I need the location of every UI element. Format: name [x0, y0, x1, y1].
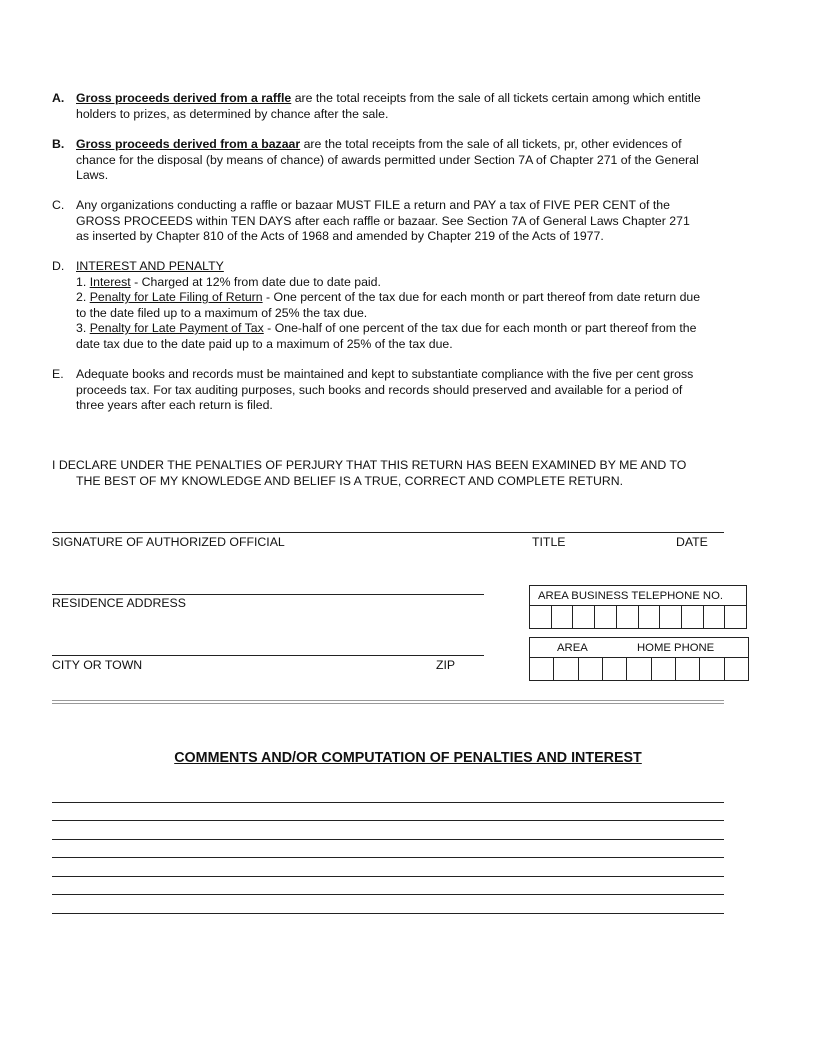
phone-digit-cell[interactable] [652, 658, 676, 680]
phone-digit-cell[interactable] [700, 658, 724, 680]
item-d-s3-term: Penalty for Late Payment of Tax [89, 321, 264, 335]
date-label: DATE [676, 535, 708, 549]
item-b-text1: are the total receipts from the sale of all tickets, pr, other evidences of [300, 137, 682, 151]
item-a-term: Gross proceeds derived from a raffle [76, 91, 292, 105]
item-d-s1-text: - Charged at 12% from date due to date paid. [130, 274, 381, 289]
signature-label: SIGNATURE OF AUTHORIZED OFFICIAL [52, 535, 285, 549]
phone-digit-cell[interactable] [682, 606, 704, 628]
phone-digit-cell[interactable] [554, 658, 578, 680]
phone-digit-cell[interactable] [639, 606, 661, 628]
home-phone-cells[interactable] [530, 657, 748, 680]
item-b-text3: Laws. [76, 168, 109, 182]
signature-line[interactable] [52, 532, 724, 533]
item-d-heading: INTEREST AND PENALTY [76, 259, 224, 273]
item-c-letter: C. [52, 198, 65, 212]
comment-line[interactable] [52, 839, 724, 840]
item-d-s3-num: 3. [76, 321, 90, 335]
business-phone-header: AREA BUSINESS TELEPHONE NO. [538, 590, 723, 602]
item-b-letter: B. [52, 137, 65, 151]
phone-digit-cell[interactable] [603, 658, 627, 680]
item-c-text1: Any organizations conducting a raffle or bazaar MUST FILE a return and PAY a tax of FIVE PER CENT of the [76, 198, 670, 212]
item-b-term: Gross proceeds derived from a bazaar [76, 137, 301, 151]
item-d-s2-num: 2. [76, 290, 90, 304]
item-d-s1-num: 1. [76, 274, 90, 289]
phone-digit-cell[interactable] [530, 606, 552, 628]
phone-digit-cell[interactable] [704, 606, 726, 628]
phone-digit-cell[interactable] [552, 606, 574, 628]
home-phone-label: HOME PHONE [637, 642, 715, 654]
item-c-text2: GROSS PROCEEDS within TEN DAYS after each raffle or bazaar. See Section 7A of General Laws Chapter 271 [76, 213, 690, 228]
item-d-s1-term: Interest [89, 274, 131, 289]
comment-line[interactable] [52, 820, 724, 821]
title-label: TITLE [532, 535, 566, 549]
item-a-text2: holders to prizes, as determined by chance after the sale. [76, 106, 389, 121]
perjury-declaration [52, 458, 772, 489]
item-d [52, 259, 762, 352]
comment-line[interactable] [52, 876, 724, 877]
item-e [52, 367, 762, 414]
comment-line[interactable] [52, 857, 724, 858]
item-d-letter: D. [52, 259, 65, 273]
comment-line[interactable] [52, 894, 724, 895]
item-d-s3-text1: - One-half of one percent of the tax due for each month or part thereof from the [263, 321, 697, 335]
item-e-letter: E. [52, 367, 64, 381]
phone-digit-cell[interactable] [579, 658, 603, 680]
declaration-line-1: I DECLARE UNDER THE PENALTIES OF PERJURY THAT THIS RETURN HAS BEEN EXAMINED BY ME AND TO [52, 458, 687, 472]
phone-digit-cell[interactable] [595, 606, 617, 628]
item-c [52, 198, 762, 245]
section-divider [52, 700, 724, 704]
business-phone-box[interactable] [529, 585, 747, 629]
phone-digit-cell[interactable] [725, 606, 746, 628]
business-phone-cells[interactable] [530, 605, 746, 628]
home-phone-box[interactable] [529, 637, 749, 681]
item-d-s3-text2: date tax due to the date paid up to a maximum of 25% of the tax due. [76, 336, 453, 351]
city-town-line[interactable] [52, 655, 484, 656]
phone-digit-cell[interactable] [530, 658, 554, 680]
phone-digit-cell[interactable] [660, 606, 682, 628]
phone-digit-cell[interactable] [617, 606, 639, 628]
comment-line[interactable] [52, 913, 724, 914]
item-e-text2: proceeds tax. For tax auditing purposes, such books and records should preserved and available for a period of [76, 382, 683, 397]
home-phone-area-label: AREA [557, 642, 588, 654]
phone-digit-cell[interactable] [725, 658, 748, 680]
item-a-letter: A. [52, 91, 65, 105]
residence-address-line[interactable] [52, 594, 484, 595]
residence-address-label: RESIDENCE ADDRESS [52, 596, 186, 610]
item-d-s2-text2: to the date filed up to a maximum of 25% the tax due. [76, 305, 368, 320]
phone-digit-cell[interactable] [627, 658, 651, 680]
item-c-text3: as inserted by Chapter 810 of the Acts of 1968 and amended by Chapter 219 of the Acts of 1977. [76, 229, 604, 243]
item-a-text1: are the total receipts from the sale of all tickets certain among which entitle [291, 91, 701, 105]
phone-digit-cell[interactable] [676, 658, 700, 680]
zip-label: ZIP [436, 658, 456, 672]
city-town-label: CITY OR TOWN [52, 658, 143, 672]
declaration-line-2: THE BEST OF MY KNOWLEDGE AND BELIEF IS A TRUE, CORRECT AND COMPLETE RETURN. [76, 473, 624, 488]
item-b [52, 137, 762, 184]
item-d-s2-text1: - One percent of the tax due for each month or part thereof from date return due [262, 290, 701, 304]
comments-title: COMMENTS AND/OR COMPUTATION OF PENALTIES AND INTEREST [174, 750, 642, 766]
item-e-text3: three years after each return is filed. [76, 398, 273, 412]
comment-line[interactable] [52, 802, 724, 803]
item-d-s2-term: Penalty for Late Filing of Return [89, 290, 263, 304]
item-e-text1: Adequate books and records must be maintained and kept to substantiate compliance with the five per cent gross [76, 367, 694, 381]
item-a [52, 91, 762, 122]
item-b-text2: chance for the disposal (by means of chance) of awards permitted under Section 7A of Chapter 271 of the General [76, 152, 699, 167]
phone-digit-cell[interactable] [573, 606, 595, 628]
home-phone-header [530, 638, 748, 658]
